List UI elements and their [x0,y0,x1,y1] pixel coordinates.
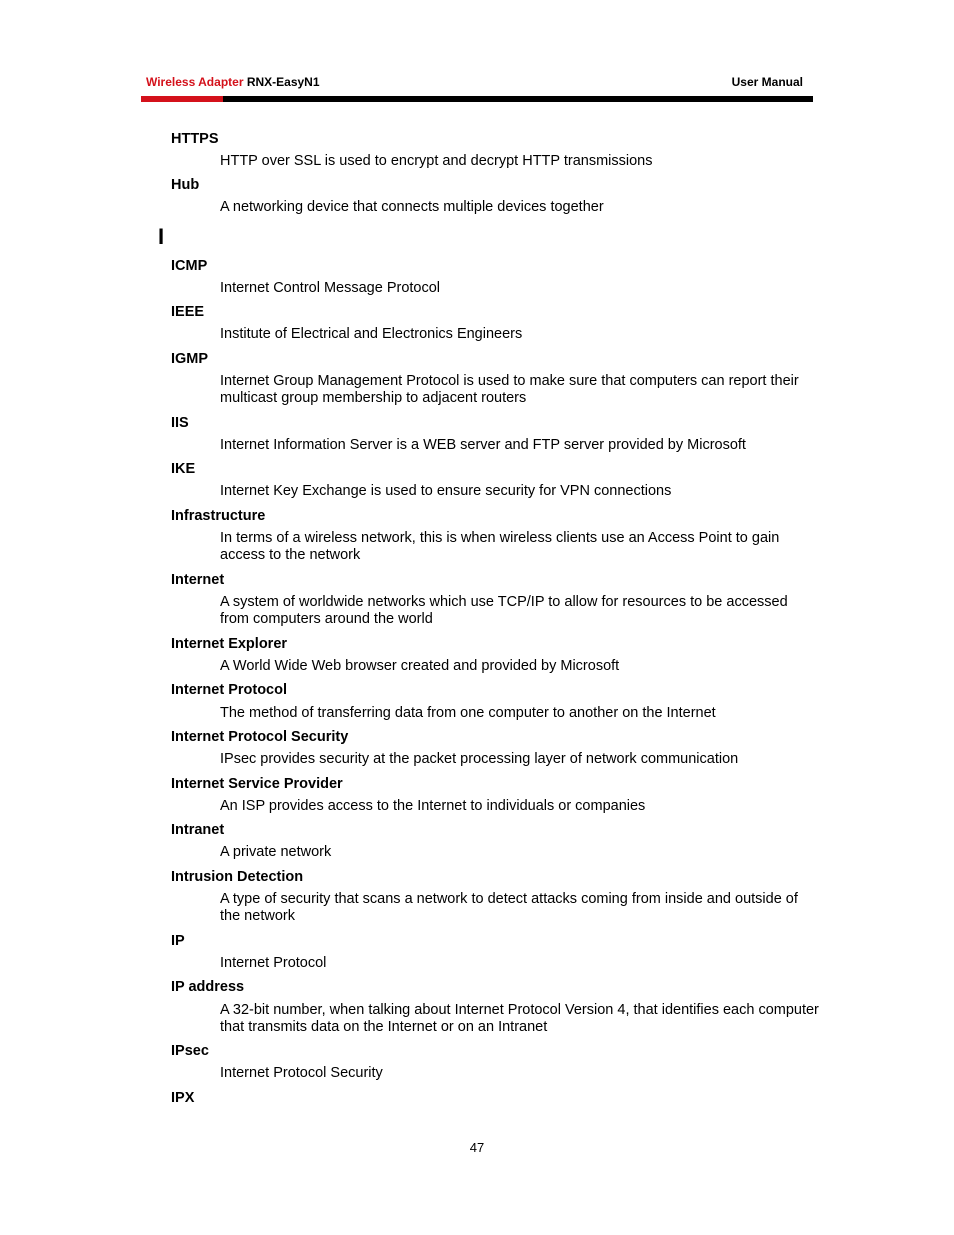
glossary-term: Internet [171,572,225,588]
header-rule-accent [141,96,223,102]
glossary-term: Intrusion Detection [171,869,304,885]
glossary-definition: A networking device that connects multiple devices together [220,199,604,215]
glossary-term: Intranet [171,822,225,838]
glossary-term: IP address [171,979,245,995]
glossary-definition: IPsec provides security at the packet processing layer of network communication [220,751,739,767]
glossary-definition: Internet Key Exchange is used to ensure security for VPN connections [220,483,672,499]
glossary-term: Hub [171,177,200,193]
page-number: 47 [469,1140,485,1155]
glossary-term: IEEE [171,304,205,320]
glossary-definition: A 32-bit number, when talking about Internet Protocol Version 4, that identifies each computer that transmits data on the Internet or on an Intranet [220,1002,819,1035]
section-letter: I [158,224,165,249]
glossary-definition: In terms of a wireless network, this is when wireless clients use an Access Point to gain access to the network [220,530,780,563]
glossary-term: IKE [171,461,196,477]
glossary-definition: Institute of Electrical and Electronics Engineers [220,326,523,342]
glossary-term: Infrastructure [171,508,266,524]
running-header-title [146,75,320,89]
glossary-term: IPX [171,1090,195,1106]
glossary-term: Internet Protocol Security [171,729,349,745]
header-doc-type: User Manual [731,75,803,89]
glossary-definition: A World Wide Web browser created and provided by Microsoft [220,658,620,674]
glossary-definition: Internet Information Server is a WEB server and FTP server provided by Microsoft [220,437,746,453]
glossary-definition: A type of security that scans a network to detect attacks coming from inside and outside of the network [220,891,798,924]
header-rule [223,96,813,102]
glossary-definition: A system of worldwide networks which use TCP/IP to allow for resources to be accessed from computers around the world [220,594,788,627]
glossary-term: HTTPS [171,131,219,147]
glossary-term: IPsec [171,1043,209,1059]
glossary-definition: An ISP provides access to the Internet to individuals or companies [220,798,646,814]
glossary-term: IIS [171,415,189,431]
glossary-definition: The method of transferring data from one computer to another on the Internet [220,705,716,721]
glossary-definition: Internet Group Management Protocol is used to make sure that computers can report their multicast group membership to adjacent routers [220,373,799,406]
glossary-term: Internet Protocol [171,682,288,698]
glossary-term: IP [171,933,185,949]
glossary-definition: Internet Protocol Security [220,1065,383,1081]
header-product-name: Wireless Adapter [146,75,244,89]
glossary-term: Internet Explorer [171,636,288,652]
glossary-definition: HTTP over SSL is used to encrypt and decrypt HTTP transmissions [220,153,653,169]
glossary-term: ICMP [171,258,208,274]
glossary-definition: Internet Protocol [220,955,327,971]
glossary-term: Internet Service Provider [171,776,343,792]
glossary-definition: Internet Control Message Protocol [220,280,441,296]
glossary-definition: A private network [220,844,332,860]
glossary-term: IGMP [171,351,209,367]
header-product-model: RNX-EasyN1 [246,75,320,89]
